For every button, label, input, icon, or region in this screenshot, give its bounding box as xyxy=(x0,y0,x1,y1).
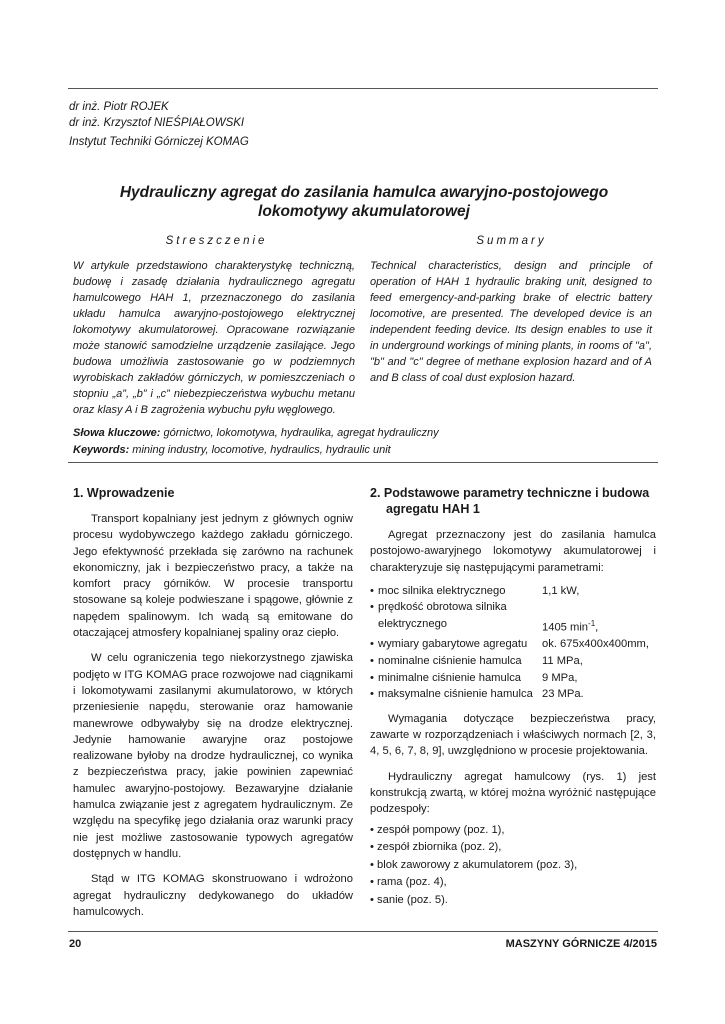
component-item xyxy=(370,892,656,910)
keywords-en-text: mining industry, locomotive, hydraulics, hydraulic unit xyxy=(129,444,391,456)
section-2-intro: Agregat przeznaczony jest do zasilania hamulca postojowo-awaryjnego lokomotywy akumulatorowej i charakteryzuje się następującymi parametrami: xyxy=(370,529,656,574)
parameter-name: maksymalne ciśnienie hamulca xyxy=(378,688,533,701)
parameter-row xyxy=(370,670,656,687)
page-number: 20 xyxy=(69,938,82,950)
parameter-name: nominalne ciśnienie hamulca xyxy=(378,655,522,667)
parameter-name: minimalne ciśnienie hamulca xyxy=(378,671,522,684)
parameter-name: moc silnika elektrycznego xyxy=(378,584,506,597)
section-1-paragraph-1: Transport kopalniany jest jednym z głównych ogniw procesu wydobywczego każdego zakładu górniczego. Jego efektywność przekłada się zarówno na rachunek ekonomiczny, jak i bezpieczeństwo pracy, a także na komfort pracy górników. W procesie transportu stosowane są koleje podwieszane i spągowe, głównie z napędem spalinowym. Ich wadą są emitowane do otaczającej atmosfery kopalnianej spaliny oraz ciepło. xyxy=(73,513,353,640)
parameter-value xyxy=(542,616,656,636)
section-2-paragraph-2: Wymagania dotyczące bezpieczeństwa pracy, zawarte w rozporządzeniach i właściwych normach [2, 3, 4, 5, 6, 7, 8, 9], uwzględniono w procesie projektowania. xyxy=(370,712,656,758)
keywords-block xyxy=(73,425,658,459)
keywords-en xyxy=(73,442,658,459)
parameter-name: wymiary gabarytowe agregatu xyxy=(378,638,528,651)
title-line-1: Hydrauliczny agregat do zasilania hamulca awaryjno-postojowego xyxy=(119,184,609,201)
abstract-en-heading: Summary xyxy=(476,235,547,247)
component-item xyxy=(370,874,656,892)
component-text: blok zaworowy z akumulatorem (poz. 3), xyxy=(377,858,578,871)
section-2-paragraph-3: Hydrauliczny agregat hamulcowy (rys. 1) jest konstrukcją zwartą, w której można wyróżnić następujące podzespoły: xyxy=(370,770,656,816)
footer-rule xyxy=(68,931,658,932)
article-title xyxy=(69,183,659,221)
keywords-pl-text: górnictwo, lokomotywa, hydraulika, agregat hydrauliczny xyxy=(160,427,439,439)
parameter-list xyxy=(370,583,656,703)
component-item xyxy=(370,822,656,840)
bullet-icon: • xyxy=(370,841,378,854)
parameter-name: elektrycznego xyxy=(378,618,448,631)
parameter-value: 1,1 kW, xyxy=(542,584,580,597)
abstract-en-text: Technical characteristics, design and principle of operation of HAH 1 hydraulic braking unit, designed to feed emergency-and-parking brake of electric battery locomotive, are presented. The developed device is an independent feeding device. Its design enables to use it in underground workings of mining plants, in rooms of "a", "b" and "c" degree of methane explosion hazard and of A and B class of coal dust explosion hazard. xyxy=(370,260,652,384)
section-1-paragraph-3: Stąd w ITG KOMAG skonstruowano i wdrożono agregat hydrauliczny dedykowanego do układów hamulcowych. xyxy=(73,873,353,918)
abstract-pl-text: W artykule przedstawiono charakterystykę techniczną, budowę i zasadę działania hydraulicznego agregatu hamulcowego HAH 1, przeznaczonego do zasilania układu hamulca awaryjno-postojowego elektrycznej lokomotywy akumulatorowej. Opracowane rozwiązanie może stanowić samodzielne urządzenie zasilające. Jego budowa umożliwia zastosowanie go w podziemnych wyrobiskach zakładów górniczych, w pomieszczeniach o stopniu „a”, „b” i „c” niebezpieczeństwa wybuchu metanu oraz klasy A i B zagrożenia wybuchu pyłu węglowego. xyxy=(73,260,355,416)
component-item xyxy=(370,839,656,857)
parameter-value-exponent: -1 xyxy=(588,619,596,629)
parameter-name: prędkość obrotowa silnika xyxy=(378,601,507,614)
component-text: sanie (poz. 5). xyxy=(377,893,448,906)
parameter-row xyxy=(370,599,656,616)
parameter-value: 9 MPa, xyxy=(542,671,578,684)
parameter-row xyxy=(370,616,656,636)
component-text: rama (poz. 4), xyxy=(377,876,447,889)
component-list xyxy=(370,822,656,910)
parameter-value-number: 1405 min xyxy=(542,621,589,634)
parameter-value-suffix: , xyxy=(595,621,599,634)
author-1: dr inż. Piotr ROJEK xyxy=(69,101,169,113)
keywords-pl xyxy=(73,425,658,442)
journal-name: MASZYNY GÓRNICZE 4/2015 xyxy=(505,938,657,950)
bullet-icon: • xyxy=(370,638,374,651)
parameter-row xyxy=(370,653,656,670)
bullet-icon: • xyxy=(370,858,378,871)
parameter-value: ok. 675x400x400mm, xyxy=(542,638,649,651)
parameter-row xyxy=(370,636,656,653)
parameter-value: 23 MPa. xyxy=(542,688,584,701)
component-item xyxy=(370,857,656,875)
parameter-row xyxy=(370,583,656,600)
bullet-icon: • xyxy=(370,584,374,597)
keywords-rule xyxy=(68,462,658,463)
abstract-pl-heading: Streszczenie xyxy=(165,235,268,247)
affiliation: Instytut Techniki Górniczej KOMAG xyxy=(69,136,249,148)
bullet-icon: • xyxy=(370,688,374,701)
bullet-icon: • xyxy=(370,655,374,667)
bullet-icon: • xyxy=(370,671,374,684)
bullet-icon: • xyxy=(370,893,378,906)
title-line-2: lokomotywy akumulatorowej xyxy=(258,203,470,220)
bullet-icon: • xyxy=(370,876,378,889)
parameter-value xyxy=(542,599,656,616)
author-2: dr inż. Krzysztof NIEŚPIAŁOWSKI xyxy=(69,117,245,129)
bullet-icon: • xyxy=(370,601,374,614)
component-text: zespół pompowy (poz. 1), xyxy=(377,823,505,836)
section-2-heading-line-2: agregatu HAH 1 xyxy=(386,502,480,516)
section-2-heading xyxy=(370,485,656,517)
section-1-heading: 1. Wprowadzenie xyxy=(73,486,175,500)
right-column xyxy=(370,485,656,909)
parameter-value: 11 MPa, xyxy=(542,655,583,667)
bullet-icon: • xyxy=(370,823,378,836)
section-1-paragraph-2: W celu ograniczenia tego niekorzystnego zjawiska podjęto w ITG KOMAG prace rozwojowe nad ciągnikami i lokomotywami zasilanymi akumulatorowo, w których przeniesienie napędu, sterowanie oraz hamowanie manewrowe odbywałyby się na drodze elektrycznej. Jedynie hamowanie awaryjne oraz postojowe realizowane byłoby na drodze hydraulicznej, co wynika z bezpieczeństwa pracy, jakie powinien zapewniać hamulec awaryjno-postojowy. Bezawaryjne działanie hamulca związanie jest z agregatem hydraulicznym. Ze względu na specyfikę jego działania oraz warunki pracy nie jest możliwe zastosowanie typowych agregatów dostępnych w handlu. xyxy=(73,652,353,860)
left-column xyxy=(73,485,353,929)
keywords-en-label: Keywords: xyxy=(73,444,130,456)
author-block xyxy=(69,99,249,150)
keywords-pl-label: Słowa kluczowe: xyxy=(73,427,161,439)
section-2-heading-line-1: 2. Podstawowe parametry techniczne i budowa xyxy=(370,486,650,500)
component-text: zespół zbiornika (poz. 2), xyxy=(377,841,502,854)
parameter-row xyxy=(370,686,656,703)
top-rule xyxy=(68,88,658,89)
